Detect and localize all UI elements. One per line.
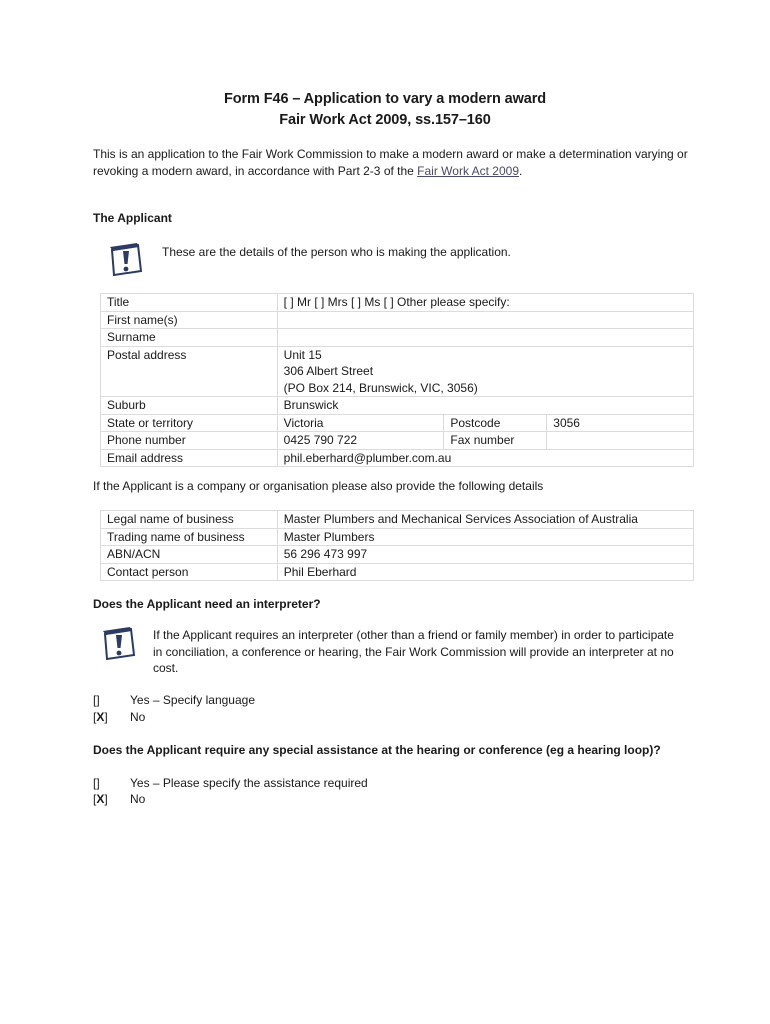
table-row <box>101 311 694 329</box>
interpreter-note: If the Applicant requires an interpreter (other than a friend or family member) in order to participate in conciliation, a conference or hearing, the Fair Work Commission will provide an interpreter at no cost. <box>153 628 674 675</box>
postcode-label: Postcode <box>444 414 547 432</box>
form-title-line2: Fair Work Act 2009, ss.157–160 <box>279 112 491 128</box>
postal-line-3: (PO Box 214, Brunswick, VIC, 3056) <box>283 380 478 395</box>
intro-after: . <box>519 163 523 178</box>
table-row <box>101 346 694 397</box>
postal-line-2: 306 Albert Street <box>283 364 374 378</box>
table-row <box>101 449 694 467</box>
company-table <box>100 510 694 581</box>
interpreter-yes-checkbox[interactable]: [] <box>93 693 100 707</box>
table-row <box>101 397 694 415</box>
trading-name-label: Trading name of business <box>101 528 278 546</box>
interpreter-yes-option[interactable] <box>93 693 255 707</box>
title-options[interactable]: [ ] Mr [ ] Mrs [ ] Ms [ ] Other please specify: <box>277 294 693 312</box>
legal-name-label: Legal name of business <box>101 511 278 529</box>
bracket-close: ] <box>104 792 108 806</box>
trading-name-field[interactable]: Master Plumbers <box>277 528 693 546</box>
bracket-open: [ <box>93 792 97 806</box>
company-intro: If the Applicant is a company or organisation please also provide the following details <box>93 479 544 493</box>
table-row <box>101 329 694 347</box>
surname-label: Surname <box>101 329 278 347</box>
assistance-heading: Does the Applicant require any special assistance at the hearing or conference (eg a hearing loop)? <box>93 743 661 757</box>
intro-text: This is an application to the Fair Work Commission to make a modern award or make a determination varying or revoking a modern award, in accordance with Part 2-3 of the <box>93 147 688 178</box>
suburb-field[interactable]: Brunswick <box>277 397 693 415</box>
bracket-close: ] <box>104 710 108 724</box>
assistance-yes-label: Yes – Please specify the assistance required <box>130 776 368 790</box>
postal-line-1: Unit 15 <box>283 347 322 362</box>
form-title-line1: Form F46 – Application to vary a modern award <box>223 91 547 107</box>
table-row <box>101 563 694 581</box>
table-row <box>101 511 694 529</box>
interpreter-no-option[interactable] <box>93 710 145 724</box>
postal-address-label: Postal address <box>101 346 278 397</box>
email-label: Email address <box>101 449 278 467</box>
state-field[interactable]: Victoria <box>277 414 444 432</box>
table-row <box>101 528 694 546</box>
applicant-heading: The Applicant <box>93 211 172 225</box>
fair-work-act-link[interactable]: Fair Work Act 2009 <box>417 163 519 178</box>
applicant-note: These are the details of the person who is making the application. <box>162 245 511 259</box>
interpreter-no-label: No <box>130 710 146 724</box>
abn-field[interactable]: 56 296 473 997 <box>277 546 693 564</box>
email-field[interactable]: phil.eberhard@plumber.com.au <box>277 449 693 467</box>
interpreter-heading: Does the Applicant need an interpreter? <box>93 597 321 611</box>
contact-person-label: Contact person <box>101 563 278 581</box>
contact-person-field[interactable]: Phil Eberhard <box>277 563 693 581</box>
fax-field[interactable] <box>547 432 694 450</box>
legal-name-field[interactable]: Master Plumbers and Mechanical Services Association of Australia <box>277 511 693 529</box>
assistance-no-option[interactable] <box>93 792 145 806</box>
bracket-open: [ <box>93 710 97 724</box>
warning-note-icon <box>101 627 137 661</box>
applicant-table <box>100 293 694 467</box>
phone-label: Phone number <box>101 432 278 450</box>
suburb-label: Suburb <box>101 397 278 415</box>
checked-mark: X <box>96 710 105 724</box>
assistance-yes-checkbox[interactable]: [] <box>93 776 100 790</box>
interpreter-no-checkbox[interactable] <box>93 710 130 724</box>
assistance-no-label: No <box>130 792 146 806</box>
abn-label: ABN/ACN <box>101 546 278 564</box>
warning-note-icon <box>108 243 144 277</box>
intro-paragraph <box>93 146 693 179</box>
postcode-field[interactable]: 3056 <box>547 414 694 432</box>
surname-field[interactable] <box>277 329 693 347</box>
assistance-no-checkbox[interactable] <box>93 792 130 806</box>
first-name-label: First name(s) <box>101 311 278 329</box>
checked-mark: X <box>96 792 105 806</box>
state-label: State or territory <box>101 414 278 432</box>
postal-address-field[interactable] <box>277 346 693 397</box>
assistance-yes-option[interactable] <box>93 776 368 790</box>
fax-label: Fax number <box>444 432 547 450</box>
table-row <box>101 546 694 564</box>
title-label: Title <box>101 294 278 312</box>
first-name-field[interactable] <box>277 311 693 329</box>
table-row <box>101 294 694 312</box>
phone-field[interactable]: 0425 790 722 <box>277 432 444 450</box>
interpreter-yes-label: Yes – Specify language <box>130 693 255 707</box>
form-title <box>0 89 770 131</box>
table-row <box>101 432 694 450</box>
table-row <box>101 414 694 432</box>
